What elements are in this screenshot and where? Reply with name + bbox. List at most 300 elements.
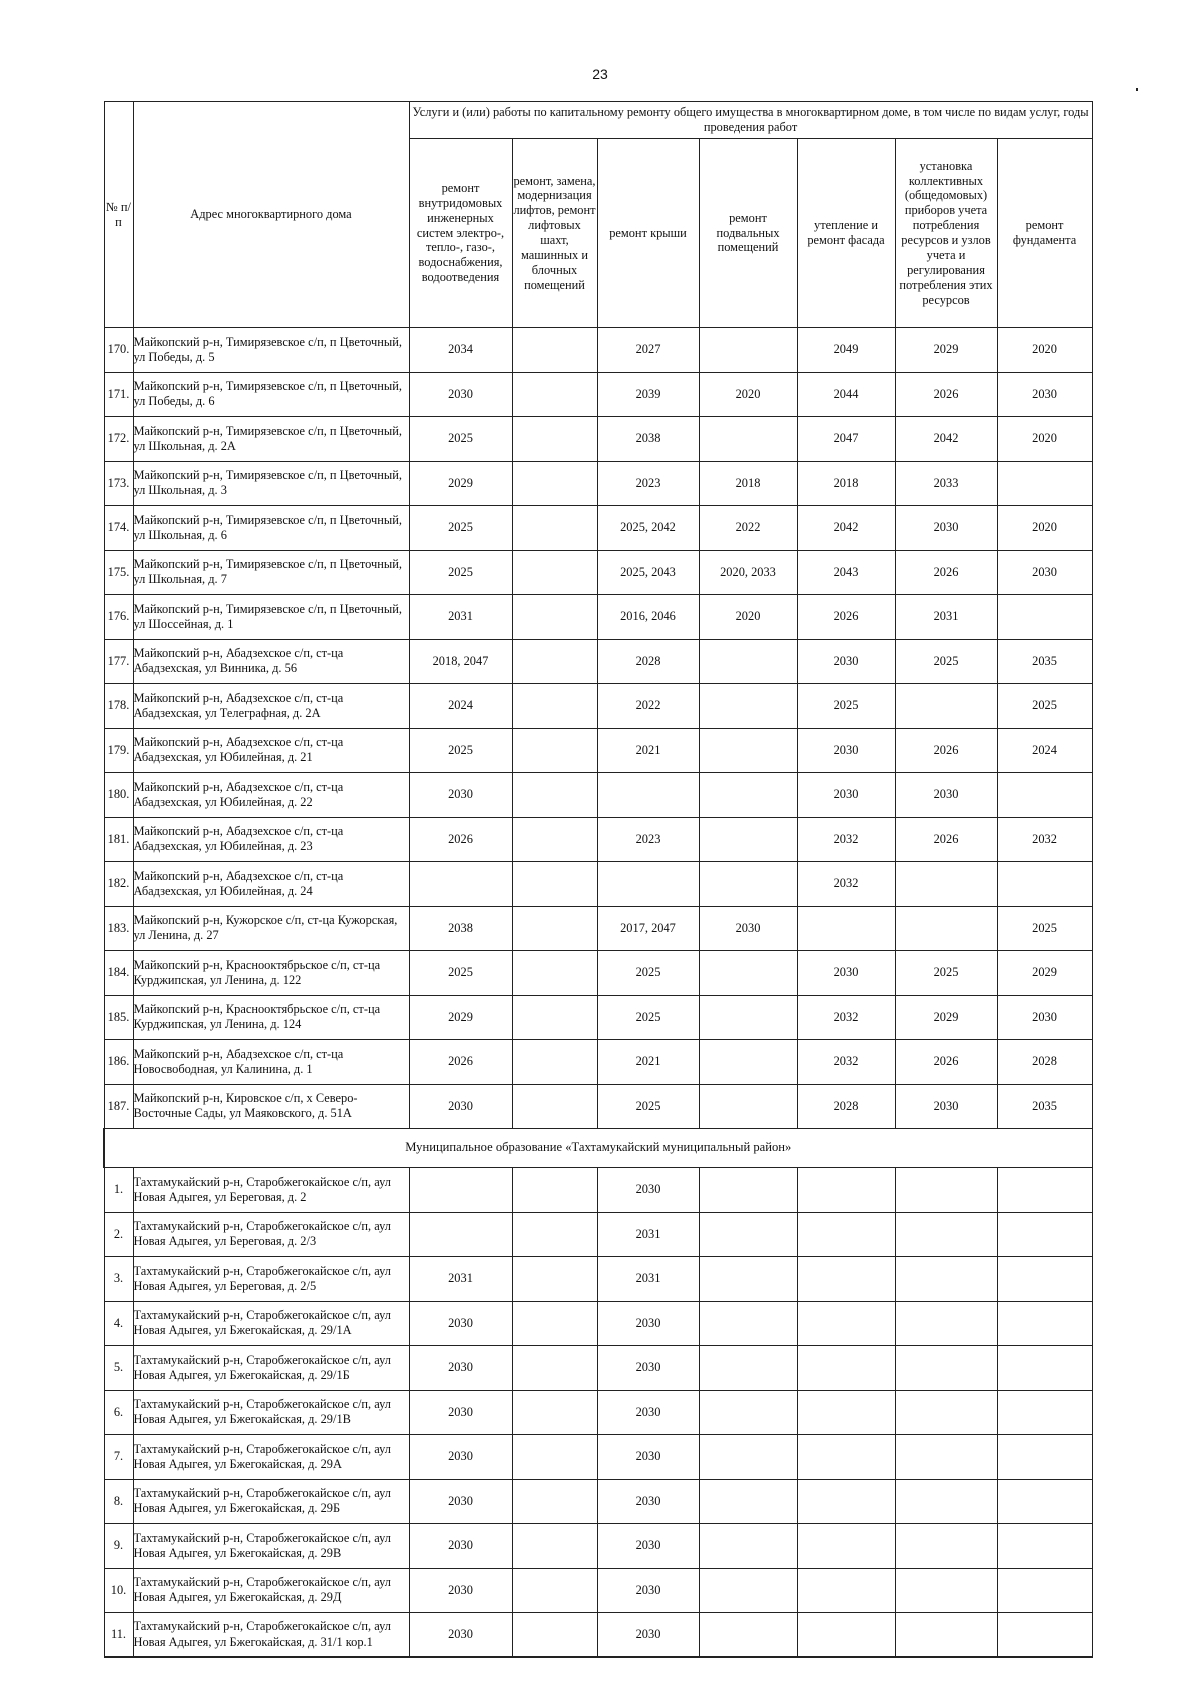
- table-row: [104, 1084, 1092, 1129]
- row-year-cell: [512, 1479, 597, 1524]
- table-body: [104, 328, 1092, 1658]
- row-year-cell: 2030: [409, 773, 512, 818]
- row-address: Тахтамукайский р-н, Старобжегокайское с/п, аул Новая Адыгея, ул Бжегокайская, д. 31/1 кор.1: [133, 1613, 409, 1658]
- row-year-cell: 2029: [409, 461, 512, 506]
- row-year-cell: 2029: [895, 328, 997, 373]
- row-number: 9.: [104, 1524, 133, 1569]
- column-header-facade: утепление и ремонт фасада: [797, 139, 895, 328]
- row-address: Майкопский р-н, Абадзехское с/п, ст-ца Абадзехская, ул Телеграфная, д. 2А: [133, 684, 409, 729]
- row-year-cell: 2030: [597, 1479, 699, 1524]
- row-year-cell: 2030: [597, 1301, 699, 1346]
- row-number: 10.: [104, 1568, 133, 1613]
- column-header-engineering-systems: ремонт внутридомовых инженерных систем электро-, тепло-, газо-, водоснабжения, водоотведения: [409, 139, 512, 328]
- row-year-cell: [512, 995, 597, 1040]
- row-year-cell: 2025: [409, 506, 512, 551]
- row-year-cell: 2018: [797, 461, 895, 506]
- row-year-cell: [699, 728, 797, 773]
- row-address: Майкопский р-н, Краснооктябрьское с/п, ст-ца Курджипская, ул Ленина, д. 122: [133, 951, 409, 996]
- row-year-cell: 2025: [797, 684, 895, 729]
- section-title: Муниципальное образование «Тахтамукайский муниципальный район»: [104, 1129, 1092, 1168]
- table-row: [104, 817, 1092, 862]
- row-year-cell: 2025: [997, 684, 1092, 729]
- row-year-cell: [895, 1390, 997, 1435]
- row-number: 187.: [104, 1084, 133, 1129]
- row-address: Тахтамукайский р-н, Старобжегокайское с/п, аул Новая Адыгея, ул Бжегокайская, д. 29В: [133, 1524, 409, 1569]
- row-year-cell: [699, 951, 797, 996]
- row-year-cell: 2024: [409, 684, 512, 729]
- row-year-cell: 2030: [409, 1084, 512, 1129]
- row-year-cell: 2023: [597, 461, 699, 506]
- row-number: 184.: [104, 951, 133, 996]
- row-year-cell: [597, 773, 699, 818]
- row-year-cell: [512, 506, 597, 551]
- row-year-cell: 2030: [409, 1390, 512, 1435]
- column-header-elevators: ремонт, замена, модернизация лифтов, ремонт лифтовых шахт, машинных и блочных помещений: [512, 139, 597, 328]
- row-year-cell: 2024: [997, 728, 1092, 773]
- row-year-cell: 2030: [597, 1168, 699, 1213]
- row-year-cell: 2030: [997, 550, 1092, 595]
- row-year-cell: 2042: [895, 417, 997, 462]
- row-number: 1.: [104, 1168, 133, 1213]
- row-number: 174.: [104, 506, 133, 551]
- row-year-cell: 2025: [409, 728, 512, 773]
- row-year-cell: [895, 862, 997, 907]
- row-number: 5.: [104, 1346, 133, 1391]
- row-address: Майкопский р-н, Кужорское с/п, ст-ца Кужорская, ул Ленина, д. 27: [133, 906, 409, 951]
- row-year-cell: 2029: [997, 951, 1092, 996]
- row-year-cell: [895, 1613, 997, 1658]
- row-year-cell: 2032: [797, 817, 895, 862]
- row-year-cell: [512, 951, 597, 996]
- row-year-cell: [699, 1257, 797, 1302]
- row-year-cell: [512, 906, 597, 951]
- row-address: Майкопский р-н, Абадзехское с/п, ст-ца Абадзехская, ул Юбилейная, д. 24: [133, 862, 409, 907]
- row-year-cell: 2026: [895, 1040, 997, 1085]
- row-year-cell: 2025: [895, 951, 997, 996]
- row-year-cell: [997, 1301, 1092, 1346]
- table-row: [104, 773, 1092, 818]
- row-year-cell: 2038: [409, 906, 512, 951]
- row-year-cell: 2016, 2046: [597, 595, 699, 640]
- row-year-cell: 2025: [409, 550, 512, 595]
- row-address: Тахтамукайский р-н, Старобжегокайское с/п, аул Новая Адыгея, ул Бжегокайская, д. 29А: [133, 1435, 409, 1480]
- row-year-cell: 2030: [797, 773, 895, 818]
- row-year-cell: 2034: [409, 328, 512, 373]
- row-year-cell: [699, 1212, 797, 1257]
- row-year-cell: [512, 728, 597, 773]
- row-number: 11.: [104, 1613, 133, 1658]
- row-year-cell: 2030: [409, 372, 512, 417]
- table-row: [104, 1301, 1092, 1346]
- scan-mark: [1136, 88, 1138, 91]
- row-year-cell: 2025, 2042: [597, 506, 699, 551]
- row-address: Майкопский р-н, Тимирязевское с/п, п Цветочный, ул Шоссейная, д. 1: [133, 595, 409, 640]
- row-number: 177.: [104, 639, 133, 684]
- row-address: Майкопский р-н, Краснооктябрьское с/п, ст-ца Курджипская, ул Ленина, д. 124: [133, 995, 409, 1040]
- row-year-cell: [699, 684, 797, 729]
- row-number: 8.: [104, 1479, 133, 1524]
- table-row: [104, 1168, 1092, 1213]
- row-year-cell: 2021: [597, 1040, 699, 1085]
- row-year-cell: 2030: [409, 1613, 512, 1658]
- row-address: Майкопский р-н, Тимирязевское с/п, п Цветочный, ул Школьная, д. 6: [133, 506, 409, 551]
- section-row: [104, 1129, 1092, 1168]
- row-year-cell: [997, 461, 1092, 506]
- row-year-cell: [997, 1212, 1092, 1257]
- row-year-cell: [895, 684, 997, 729]
- row-year-cell: 2038: [597, 417, 699, 462]
- row-year-cell: 2030: [797, 728, 895, 773]
- column-header-address: Адрес многоквартирного дома: [133, 102, 409, 328]
- row-number: 171.: [104, 372, 133, 417]
- row-year-cell: [997, 1168, 1092, 1213]
- row-year-cell: [895, 1479, 997, 1524]
- row-year-cell: [512, 1613, 597, 1658]
- row-year-cell: 2030: [409, 1524, 512, 1569]
- column-header-services: Услуги и (или) работы по капитальному ремонту общего имущества в многоквартирном доме, в том числе по видам услуг, годы проведения работ: [409, 102, 1092, 139]
- row-year-cell: 2043: [797, 550, 895, 595]
- row-year-cell: 2030: [409, 1346, 512, 1391]
- row-number: 172.: [104, 417, 133, 462]
- table-row: [104, 684, 1092, 729]
- row-year-cell: [699, 1524, 797, 1569]
- row-year-cell: [895, 1212, 997, 1257]
- row-year-cell: [512, 1435, 597, 1480]
- row-year-cell: [409, 862, 512, 907]
- table-row: [104, 862, 1092, 907]
- row-year-cell: 2025: [597, 1084, 699, 1129]
- row-year-cell: [699, 1479, 797, 1524]
- row-year-cell: [699, 1040, 797, 1085]
- row-address: Майкопский р-н, Тимирязевское с/п, п Цветочный, ул Школьная, д. 3: [133, 461, 409, 506]
- row-year-cell: 2029: [895, 995, 997, 1040]
- row-year-cell: [512, 1040, 597, 1085]
- row-address: Майкопский р-н, Абадзехское с/п, ст-ца Абадзехская, ул Юбилейная, д. 23: [133, 817, 409, 862]
- row-year-cell: [699, 417, 797, 462]
- row-address: Тахтамукайский р-н, Старобжегокайское с/п, аул Новая Адыгея, ул Бжегокайская, д. 29Б: [133, 1479, 409, 1524]
- row-year-cell: 2031: [409, 595, 512, 640]
- row-year-cell: 2030: [797, 639, 895, 684]
- row-year-cell: 2026: [797, 595, 895, 640]
- row-year-cell: [512, 1168, 597, 1213]
- column-header-number: № п/п: [104, 102, 133, 328]
- row-year-cell: 2030: [997, 372, 1092, 417]
- row-year-cell: 2020: [699, 595, 797, 640]
- row-number: 4.: [104, 1301, 133, 1346]
- row-year-cell: 2030: [597, 1346, 699, 1391]
- row-address: Майкопский р-н, Тимирязевское с/п, п Цветочный, ул Школьная, д. 7: [133, 550, 409, 595]
- row-year-cell: 2018: [699, 461, 797, 506]
- row-year-cell: [997, 1346, 1092, 1391]
- row-year-cell: 2030: [409, 1568, 512, 1613]
- row-year-cell: [512, 550, 597, 595]
- row-year-cell: [699, 1568, 797, 1613]
- row-year-cell: [895, 1301, 997, 1346]
- row-year-cell: 2028: [997, 1040, 1092, 1085]
- row-address: Майкопский р-н, Тимирязевское с/п, п Цветочный, ул Победы, д. 6: [133, 372, 409, 417]
- table-row: [104, 728, 1092, 773]
- row-address: Тахтамукайский р-н, Старобжегокайское с/п, аул Новая Адыгея, ул Бжегокайская, д. 29/1А: [133, 1301, 409, 1346]
- row-year-cell: 2030: [409, 1479, 512, 1524]
- row-year-cell: [512, 595, 597, 640]
- column-header-meters: установка коллективных (общедомовых) приборов учета потребления ресурсов и узлов учета и регулирования потребления этих ресурсов: [895, 139, 997, 328]
- row-year-cell: 2025: [409, 951, 512, 996]
- row-number: 185.: [104, 995, 133, 1040]
- row-year-cell: [895, 1435, 997, 1480]
- row-year-cell: [512, 1524, 597, 1569]
- row-year-cell: [797, 1479, 895, 1524]
- row-year-cell: 2018, 2047: [409, 639, 512, 684]
- row-address: Тахтамукайский р-н, Старобжегокайское с/п, аул Новая Адыгея, ул Береговая, д. 2: [133, 1168, 409, 1213]
- row-number: 7.: [104, 1435, 133, 1480]
- row-year-cell: 2030: [597, 1613, 699, 1658]
- row-year-cell: 2030: [797, 951, 895, 996]
- table-row: [104, 639, 1092, 684]
- row-address: Майкопский р-н, Абадзехское с/п, ст-ца Абадзехская, ул Юбилейная, д. 22: [133, 773, 409, 818]
- row-year-cell: [997, 595, 1092, 640]
- row-year-cell: 2025: [597, 995, 699, 1040]
- row-year-cell: [512, 461, 597, 506]
- row-year-cell: 2042: [797, 506, 895, 551]
- row-year-cell: 2026: [409, 1040, 512, 1085]
- table-row: [104, 1040, 1092, 1085]
- row-year-cell: 2030: [597, 1390, 699, 1435]
- row-year-cell: [699, 328, 797, 373]
- row-number: 173.: [104, 461, 133, 506]
- row-year-cell: [797, 1613, 895, 1658]
- row-year-cell: [512, 1301, 597, 1346]
- row-year-cell: 2030: [895, 773, 997, 818]
- row-year-cell: [512, 372, 597, 417]
- table-row: [104, 1346, 1092, 1391]
- row-year-cell: [512, 1390, 597, 1435]
- row-year-cell: 2029: [409, 995, 512, 1040]
- row-year-cell: 2023: [597, 817, 699, 862]
- row-year-cell: 2025, 2043: [597, 550, 699, 595]
- table-row: [104, 1257, 1092, 1302]
- row-year-cell: 2044: [797, 372, 895, 417]
- row-number: 2.: [104, 1212, 133, 1257]
- column-header-foundation: ремонт фундамента: [997, 139, 1092, 328]
- column-header-basement: ремонт подвальных помещений: [699, 139, 797, 328]
- table-row: [104, 1479, 1092, 1524]
- row-address: Тахтамукайский р-н, Старобжегокайское с/п, аул Новая Адыгея, ул Бжегокайская, д. 29Д: [133, 1568, 409, 1613]
- row-year-cell: [895, 1257, 997, 1302]
- row-year-cell: [512, 1568, 597, 1613]
- row-year-cell: [512, 862, 597, 907]
- row-year-cell: [997, 1257, 1092, 1302]
- row-year-cell: [997, 1613, 1092, 1658]
- row-year-cell: [512, 417, 597, 462]
- row-year-cell: [699, 1168, 797, 1213]
- row-year-cell: [512, 639, 597, 684]
- row-year-cell: [699, 995, 797, 1040]
- row-year-cell: [997, 1390, 1092, 1435]
- row-number: 183.: [104, 906, 133, 951]
- table-row: [104, 995, 1092, 1040]
- row-year-cell: [699, 817, 797, 862]
- row-year-cell: [997, 1435, 1092, 1480]
- row-year-cell: 2030: [597, 1524, 699, 1569]
- row-year-cell: [797, 1168, 895, 1213]
- row-address: Майкопский р-н, Тимирязевское с/п, п Цветочный, ул Школьная, д. 2А: [133, 417, 409, 462]
- row-year-cell: [895, 1168, 997, 1213]
- row-address: Майкопский р-н, Абадзехское с/п, ст-ца Абадзехская, ул Юбилейная, д. 21: [133, 728, 409, 773]
- row-year-cell: 2031: [597, 1257, 699, 1302]
- row-year-cell: [997, 1568, 1092, 1613]
- row-year-cell: 2025: [409, 417, 512, 462]
- column-header-roof: ремонт крыши: [597, 139, 699, 328]
- table-row: [104, 506, 1092, 551]
- row-year-cell: 2032: [997, 817, 1092, 862]
- row-year-cell: 2030: [597, 1568, 699, 1613]
- row-year-cell: 2026: [409, 817, 512, 862]
- row-year-cell: 2020: [699, 372, 797, 417]
- row-year-cell: [699, 1346, 797, 1391]
- row-year-cell: 2027: [597, 328, 699, 373]
- row-year-cell: [512, 817, 597, 862]
- row-year-cell: [512, 1084, 597, 1129]
- row-year-cell: [409, 1212, 512, 1257]
- row-year-cell: 2025: [597, 951, 699, 996]
- row-number: 3.: [104, 1257, 133, 1302]
- table-row: [104, 906, 1092, 951]
- table-row: [104, 417, 1092, 462]
- table-row: [104, 1613, 1092, 1658]
- table-row: [104, 595, 1092, 640]
- row-year-cell: 2026: [895, 372, 997, 417]
- row-number: 180.: [104, 773, 133, 818]
- row-year-cell: [512, 328, 597, 373]
- row-year-cell: [699, 639, 797, 684]
- row-year-cell: 2033: [895, 461, 997, 506]
- row-year-cell: [699, 1390, 797, 1435]
- row-year-cell: 2028: [597, 639, 699, 684]
- row-year-cell: [699, 1435, 797, 1480]
- row-year-cell: [597, 862, 699, 907]
- row-year-cell: [699, 1084, 797, 1129]
- row-year-cell: [699, 1301, 797, 1346]
- row-address: Майкопский р-н, Абадзехское с/п, ст-ца Новосвободная, ул Калинина, д. 1: [133, 1040, 409, 1085]
- table-row: [104, 1435, 1092, 1480]
- page-number: 23: [592, 66, 608, 82]
- row-address: Тахтамукайский р-н, Старобжегокайское с/п, аул Новая Адыгея, ул Бжегокайская, д. 29/1В: [133, 1390, 409, 1435]
- row-year-cell: 2021: [597, 728, 699, 773]
- row-year-cell: [699, 862, 797, 907]
- row-year-cell: [797, 1212, 895, 1257]
- row-year-cell: 2025: [997, 906, 1092, 951]
- row-year-cell: 2030: [409, 1301, 512, 1346]
- row-number: 170.: [104, 328, 133, 373]
- row-year-cell: [797, 906, 895, 951]
- row-year-cell: [797, 1346, 895, 1391]
- row-year-cell: [895, 906, 997, 951]
- table-row: [104, 1212, 1092, 1257]
- row-year-cell: 2030: [699, 906, 797, 951]
- row-number: 175.: [104, 550, 133, 595]
- row-year-cell: [997, 773, 1092, 818]
- row-number: 186.: [104, 1040, 133, 1085]
- row-year-cell: [797, 1524, 895, 1569]
- row-year-cell: 2035: [997, 1084, 1092, 1129]
- row-year-cell: [895, 1568, 997, 1613]
- row-year-cell: 2020: [997, 417, 1092, 462]
- row-year-cell: [797, 1301, 895, 1346]
- table-row: [104, 1524, 1092, 1569]
- row-year-cell: 2026: [895, 550, 997, 595]
- capital-repair-table: [103, 101, 1093, 1658]
- row-year-cell: 2039: [597, 372, 699, 417]
- row-year-cell: 2030: [409, 1435, 512, 1480]
- row-number: 176.: [104, 595, 133, 640]
- row-year-cell: 2020, 2033: [699, 550, 797, 595]
- row-year-cell: 2030: [997, 995, 1092, 1040]
- row-year-cell: 2026: [895, 728, 997, 773]
- row-address: Тахтамукайский р-н, Старобжегокайское с/п, аул Новая Адыгея, ул Береговая, д. 2/5: [133, 1257, 409, 1302]
- row-year-cell: 2030: [597, 1435, 699, 1480]
- row-year-cell: [699, 1613, 797, 1658]
- row-year-cell: [512, 773, 597, 818]
- row-year-cell: [512, 1212, 597, 1257]
- row-number: 182.: [104, 862, 133, 907]
- row-year-cell: [512, 1257, 597, 1302]
- row-year-cell: [997, 1524, 1092, 1569]
- row-year-cell: 2031: [895, 595, 997, 640]
- row-number: 181.: [104, 817, 133, 862]
- table-row: [104, 951, 1092, 996]
- row-year-cell: [797, 1568, 895, 1613]
- row-number: 178.: [104, 684, 133, 729]
- row-address: Майкопский р-н, Кировское с/п, х Северо-Восточные Сады, ул Маяковского, д. 51А: [133, 1084, 409, 1129]
- table-row: [104, 328, 1092, 373]
- row-number: 6.: [104, 1390, 133, 1435]
- table-row: [104, 372, 1092, 417]
- row-year-cell: 2020: [997, 328, 1092, 373]
- table-header: [104, 102, 1092, 328]
- row-year-cell: [997, 862, 1092, 907]
- row-year-cell: 2022: [597, 684, 699, 729]
- row-year-cell: 2049: [797, 328, 895, 373]
- row-year-cell: 2026: [895, 817, 997, 862]
- row-address: Майкопский р-н, Тимирязевское с/п, п Цветочный, ул Победы, д. 5: [133, 328, 409, 373]
- row-year-cell: 2020: [997, 506, 1092, 551]
- row-year-cell: 2025: [895, 639, 997, 684]
- row-address: Майкопский р-н, Абадзехское с/п, ст-ца Абадзехская, ул Винника, д. 56: [133, 639, 409, 684]
- row-year-cell: 2022: [699, 506, 797, 551]
- row-year-cell: [512, 684, 597, 729]
- row-year-cell: 2032: [797, 862, 895, 907]
- row-year-cell: [512, 1346, 597, 1391]
- row-year-cell: [797, 1435, 895, 1480]
- row-year-cell: 2017, 2047: [597, 906, 699, 951]
- row-year-cell: [699, 773, 797, 818]
- row-year-cell: 2031: [409, 1257, 512, 1302]
- row-year-cell: 2032: [797, 1040, 895, 1085]
- table-row: [104, 1390, 1092, 1435]
- row-year-cell: 2031: [597, 1212, 699, 1257]
- row-number: 179.: [104, 728, 133, 773]
- row-year-cell: 2030: [895, 506, 997, 551]
- table-row: [104, 461, 1092, 506]
- row-year-cell: 2032: [797, 995, 895, 1040]
- row-year-cell: 2028: [797, 1084, 895, 1129]
- table-row: [104, 1568, 1092, 1613]
- row-year-cell: [895, 1346, 997, 1391]
- row-year-cell: 2047: [797, 417, 895, 462]
- row-year-cell: [797, 1390, 895, 1435]
- row-address: Тахтамукайский р-н, Старобжегокайское с/п, аул Новая Адыгея, ул Бжегокайская, д. 29/1Б: [133, 1346, 409, 1391]
- row-year-cell: 2035: [997, 639, 1092, 684]
